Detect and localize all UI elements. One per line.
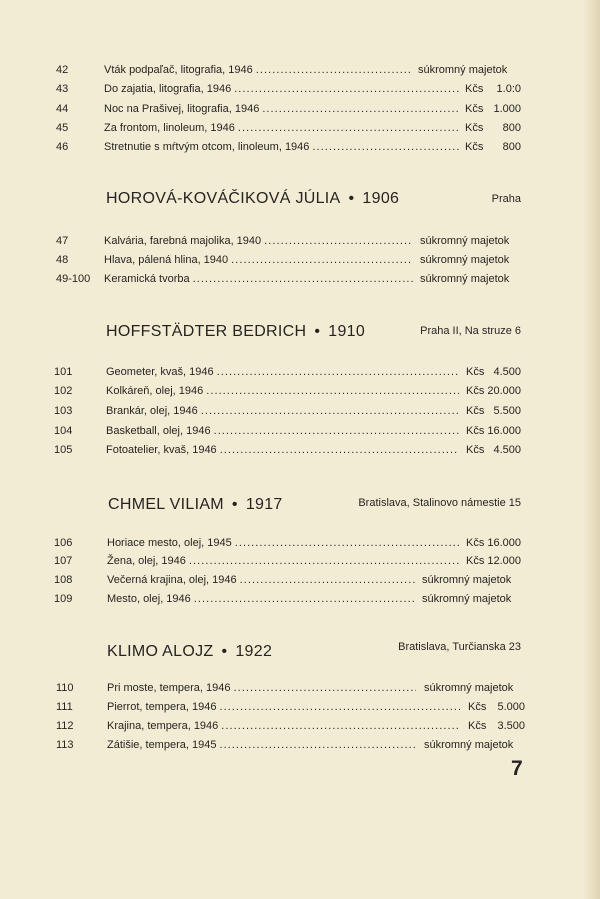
entry-value: súkromný majetok: [418, 64, 508, 76]
leader-dots: [220, 442, 459, 458]
list-item: [0, 233, 600, 249]
entry-value: súkromný majetok: [424, 682, 514, 694]
artist-heading: [106, 190, 399, 208]
leader-dots: [217, 364, 459, 380]
entry-title: Žena, olej, 1946: [107, 555, 186, 567]
entry-currency: Kčs: [466, 555, 485, 567]
bullet-separator: •: [314, 323, 321, 340]
list-item: [0, 403, 600, 419]
list-item: [0, 680, 600, 696]
entry-currency: Kčs: [465, 141, 484, 153]
entry-number: 110: [56, 682, 74, 694]
entry-value: 12.000: [487, 555, 521, 567]
artist-address: Bratislava, Turčianska 23: [398, 641, 521, 653]
leader-dots: [189, 553, 460, 569]
entry-value: 1.0:0: [496, 83, 521, 95]
entry-title-line: [107, 535, 463, 551]
entry-title: Brankár, olej, 1946: [106, 405, 198, 417]
entry-currency: Kčs: [465, 83, 484, 95]
entry-title: Pri moste, tempera, 1946: [107, 682, 231, 694]
entry-title: Fotoatelier, kvaš, 1946: [106, 444, 217, 456]
leader-dots: [234, 680, 416, 696]
artist-year: 1917: [245, 496, 283, 513]
entry-title: Do zajatia, litografia, 1946: [104, 83, 232, 95]
list-item: [0, 101, 600, 117]
bullet-separator: •: [348, 190, 355, 207]
leader-dots: [235, 535, 460, 551]
entry-title-line: [104, 120, 462, 136]
entry-title-line: [106, 423, 462, 439]
entry-value: súkromný majetok: [420, 254, 510, 266]
entry-currency: Kčs: [466, 444, 485, 456]
entry-value: 4.500: [493, 444, 521, 456]
entry-number: 113: [56, 739, 74, 751]
list-item: [0, 120, 600, 136]
entry-title-line: [106, 403, 462, 419]
entry-number: 46: [56, 141, 69, 153]
artist-name: KLIMO ALOJZ: [107, 643, 214, 660]
entry-currency: Kčs: [466, 405, 485, 417]
list-item: [0, 535, 600, 551]
entry-title: Pierrot, tempera, 1946: [107, 701, 217, 713]
page-number: 7: [511, 757, 523, 780]
entry-title-line: [104, 252, 416, 268]
entry-number: 47: [56, 235, 69, 247]
entry-value: 3.500: [497, 720, 525, 732]
entry-value: 16.000: [487, 537, 521, 549]
artist-name: CHMEL VILIAM: [108, 496, 224, 513]
entry-title-line: [104, 233, 416, 249]
entry-title-line: [107, 699, 463, 715]
entry-value: 1.000: [493, 103, 521, 115]
entry-number: 108: [54, 574, 73, 586]
entry-value: súkromný majetok: [422, 574, 512, 586]
entry-currency: Kčs: [468, 701, 487, 713]
entry-title-line: [107, 572, 419, 588]
entry-number: 101: [54, 366, 73, 378]
artist-address: Praha: [491, 193, 521, 205]
leader-dots: [312, 139, 459, 155]
entry-number: 44: [56, 103, 69, 115]
list-item: [0, 718, 600, 734]
entry-title-line: [107, 718, 463, 734]
entry-number: 109: [54, 593, 73, 605]
entry-title: Stretnutie s mŕtvým otcom, linoleum, 1946: [104, 141, 310, 153]
artist-name: HOFFSTÄDTER BEDRICH: [106, 323, 307, 340]
list-item: [0, 423, 600, 439]
entry-title: Noc na Prašivej, litografia, 1946: [104, 103, 260, 115]
list-item: [0, 383, 600, 399]
list-item: [0, 139, 600, 155]
entry-currency: Kčs: [465, 122, 484, 134]
entry-currency: Kčs: [466, 537, 485, 549]
entry-title-line: [104, 139, 462, 155]
entry-number: 102: [54, 385, 73, 397]
entry-title: Za frontom, linoleum, 1946: [104, 122, 235, 134]
leader-dots: [256, 62, 413, 78]
entry-number: 48: [56, 254, 69, 266]
entry-title: Basketball, olej, 1946: [106, 425, 211, 437]
leader-dots: [240, 572, 416, 588]
entry-value: súkromný majetok: [420, 235, 510, 247]
list-item: [0, 81, 600, 97]
artist-address: Bratislava, Stalinovo námestie 15: [358, 497, 521, 509]
list-item: [0, 699, 600, 715]
entry-number: 104: [54, 425, 73, 437]
entry-title: Geometer, kvaš, 1946: [106, 366, 214, 378]
artist-name: HOROVÁ-KOVÁČIKOVÁ JÚLIA: [106, 190, 341, 207]
entry-currency: Kčs: [465, 103, 484, 115]
entry-title-line: [104, 271, 416, 287]
entry-number: 111: [56, 701, 73, 713]
entry-title-line: [104, 81, 462, 97]
leader-dots: [238, 120, 459, 136]
entry-value: 4.500: [493, 366, 521, 378]
entry-value: 20.000: [487, 385, 521, 397]
entry-title-line: [107, 680, 419, 696]
leader-dots: [231, 252, 413, 268]
bullet-separator: •: [231, 496, 238, 513]
leader-dots: [194, 591, 416, 607]
leader-dots: [201, 403, 459, 419]
list-item: [0, 252, 600, 268]
artist-year: 1910: [328, 323, 366, 340]
entry-number: 112: [56, 720, 74, 732]
list-item: [0, 364, 600, 380]
list-item: [0, 737, 600, 753]
entry-currency: Kčs: [466, 366, 485, 378]
entry-title: Zátišie, tempera, 1945: [107, 739, 217, 751]
entry-value: 5.500: [493, 405, 521, 417]
entry-number: 106: [54, 537, 73, 549]
entry-title: Večerná krajina, olej, 1946: [107, 574, 237, 586]
entry-number: 49-100: [56, 273, 91, 285]
entry-title: Hlava, pálená hlina, 1940: [104, 254, 229, 266]
list-item: [0, 553, 600, 569]
leader-dots: [221, 718, 460, 734]
list-item: [0, 572, 600, 588]
entry-title-line: [107, 553, 463, 569]
entry-value: 800: [502, 141, 521, 153]
entry-title: Kolkáreň, olej, 1946: [106, 385, 204, 397]
entry-number: 45: [56, 122, 69, 134]
entry-title: Mesto, olej, 1946: [107, 593, 191, 605]
entry-number: 105: [54, 444, 73, 456]
entry-number: 42: [56, 64, 69, 76]
entry-title: Keramická tvorba: [104, 273, 190, 285]
entry-title-line: [104, 101, 462, 117]
list-item: [0, 271, 600, 287]
leader-dots: [262, 101, 459, 117]
leader-dots: [219, 699, 460, 715]
entry-currency: Kčs: [466, 425, 485, 437]
entry-title: Kalvária, farebná majolika, 1940: [104, 235, 262, 247]
entry-title-line: [107, 591, 419, 607]
list-item: [0, 591, 600, 607]
entry-title-line: [107, 737, 419, 753]
artist-heading: [106, 323, 365, 341]
artist-heading: [108, 496, 283, 514]
leader-dots: [264, 233, 413, 249]
entry-title: Krajina, tempera, 1946: [107, 720, 219, 732]
artist-heading: [107, 643, 272, 661]
artist-year: 1922: [235, 643, 273, 660]
artist-address: Praha II, Na struze 6: [420, 325, 521, 337]
entry-title: Vták podpaľač, litografia, 1946: [104, 64, 253, 76]
entry-title: Horiace mesto, olej, 1945: [107, 537, 232, 549]
entry-value: súkromný majetok: [420, 273, 510, 285]
entry-number: 43: [56, 83, 69, 95]
bullet-separator: •: [221, 643, 228, 660]
entry-title-line: [104, 62, 416, 78]
leader-dots: [234, 81, 459, 97]
leader-dots: [219, 737, 416, 753]
leader-dots: [206, 383, 459, 399]
entry-currency: Kčs: [468, 720, 487, 732]
artist-year: 1906: [362, 190, 400, 207]
entry-title-line: [106, 364, 462, 380]
entry-number: 103: [54, 405, 73, 417]
entry-title-line: [106, 383, 462, 399]
entry-currency: Kčs: [466, 385, 485, 397]
entry-value: 800: [502, 122, 521, 134]
entry-title-line: [106, 442, 462, 458]
list-item: [0, 62, 600, 78]
entry-value: 5.000: [497, 701, 525, 713]
entry-value: súkromný majetok: [422, 593, 512, 605]
list-item: [0, 442, 600, 458]
entry-value: 16.000: [487, 425, 521, 437]
entry-number: 107: [54, 555, 73, 567]
entry-value: súkromný majetok: [424, 739, 514, 751]
leader-dots: [214, 423, 459, 439]
leader-dots: [193, 271, 413, 287]
